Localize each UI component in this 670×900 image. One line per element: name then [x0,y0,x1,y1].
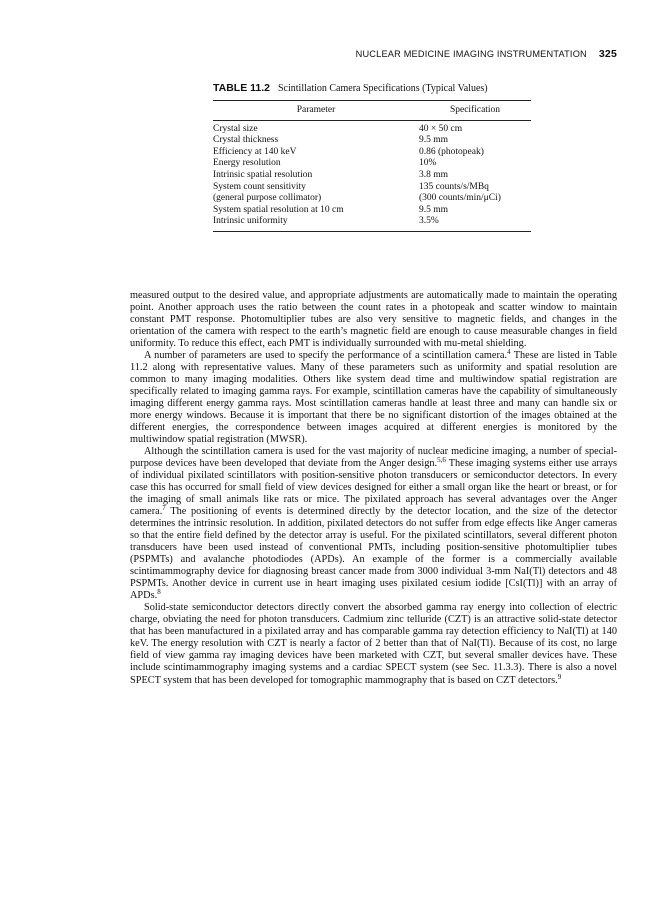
reference-marker: 8 [157,588,161,597]
running-head [130,48,617,60]
table-cell-specification: 40 × 50 cm [419,123,463,134]
table-cell-specification: 10% [419,158,437,169]
paragraph-1 [130,290,617,350]
body-text [130,290,617,687]
table-row [213,170,531,182]
paragraph-3-text-b: These imaging systems either use arrays of individual pixilated scintillators with position-sensitive photon transducers or semiconductor detectors. In every case this has occurred for small field of view devices designed for either a small organ like the heart or breast, or for the imaging of small animals like rats or mice. The pixilated approach has several advantages over the Anger camera. [130,458,617,518]
table-cell-parameter: Efficiency at 140 keV [213,146,297,157]
table-caption [213,82,488,94]
paragraph-3-text-a: Although the scintillation camera is used for the vast majority of nuclear medicine imaging, a number of special-purpose devices have been developed that deviate from the Anger design. [130,446,617,470]
table-row [213,205,531,217]
table-cell-parameter: Crystal size [213,123,258,134]
table-cell-specification: 135 counts/s/MBq [419,181,489,192]
table-caption-text: Scintillation Camera Specifications (Typical Values) [278,83,488,94]
table-cell-specification: 0.86 (photopeak) [419,146,484,157]
paragraph-2-text-a: A number of parameters are used to specify the performance of a scintillation camera. [144,350,508,362]
table-cell-parameter: Intrinsic uniformity [213,216,419,231]
paragraph-4 [130,602,617,686]
paragraph-2-text-b: These are listed in Table 11.2 along with representative values. Many of these parameters such as uniformity and spatial resolution are common to many imaging modalities. Others like system dead time and multiwindow spatial registration are specifically related to imaging gamma rays. For example, scintillation cameras have the capability of simultaneously imaging different energy gamma rays. Most scintillation cameras handle at least three and many can handle six or more energy windows. Because it is important that there be no significant distortion of the images obtained at the different energies, the correspondence between images acquired at different energies is monitored by the multiwindow spatial registration (MWSR). [130,350,617,446]
table-cell-specification: (300 counts/min/μCi) [419,193,501,204]
table-row [213,216,531,231]
table-header-row [213,101,531,121]
table-cell-specification: 9.5 mm [419,204,449,215]
paragraph-1-text: measured output to the desired value, and appropriate adjustments are automatically made to maintain the operating point. Another approach uses the ratio between the count rates in a photopeak and scatter window to maintain constant PMT response. Photomultiplier tubes are also very sensitive to magnetic fields, and changes in the orientation of the camera with respect to the earth’s magnetic field are enough to cause measurable changes in field uniformity. To reduce this effect, each PMT is individually surrounded with mu-metal shielding. [130,290,617,350]
paragraph-2 [130,350,617,446]
spec-table [213,100,531,232]
table-label: TABLE 11.2 [213,82,270,94]
page-number: 325 [598,48,617,60]
table-cell-specification: 3.5% [419,216,531,231]
reference-marker: 9 [557,672,562,681]
table-row [213,158,531,170]
paragraph-3 [130,446,617,602]
table-cell-specification: 9.5 mm [419,135,449,146]
paragraph-4-text-a: Solid-state semiconductor detectors directly convert the absorbed gamma ray energy into collection of electric charge, obviating the need for photon transducers. Cadmium zinc telluride (CZT) is an attractive solid-state detector that has been manufactured in a pixilated array and has comparable gamma ray detection efficiency to NaI(Tl) at 140 keV. The energy resolution with CZT is nearly a factor of 2 better than that of NaI(Tl). Because of its cost, no large field of view gamma ray imaging devices have been marketed with CZT, but several smaller devices have. These include scintimammography imaging systems and a cardiac SPECT system (see Sec. 11.3.3). There is also a novel SPECT system that has been developed for tomographic mammography that is based on CZT detectors. [130,602,617,686]
table-row [213,135,531,147]
running-title: NUCLEAR MEDICINE IMAGING INSTRUMENTATION [355,49,587,59]
table-cell-specification: 3.8 mm [419,169,449,180]
table-cell-parameter: (general purpose collimator) [213,193,322,204]
table-row [213,147,531,159]
table-row [213,182,531,194]
table-cell-parameter: Energy resolution [213,158,281,169]
table-row [213,120,531,135]
table-cell-parameter: Crystal thickness [213,135,279,146]
table-cell-parameter: Intrinsic spatial resolution [213,169,313,180]
reference-marker: 7 [162,504,166,513]
column-header-specification: Specification [419,101,531,121]
column-header-parameter: Parameter [213,101,419,121]
paragraph-3-text-c: The positioning of events is determined directly by the detector location, and the size of the detector determines the intrinsic resolution. In addition, pixilated detectors do not suffer from edge effects like Anger cameras so that the entire field defined by the detector array is useful. For the pixilated scintillators, several different photon transducers have been used instead of conventional PMTs, including position-sensitive photomultiplier tubes (PSPMTs) and avalanche photodiodes (APDs). An example of the former is a commercially available scintimammography device for diagnosing breast cancer made from 3000 individual 3-mm NaI(Tl) detectors and 48 PSPMTs. Another device in current use in heart imaging uses pixilated cesium iodide [CsI(Tl)] with an array of APDs. [130,506,617,602]
table-cell-parameter: System count sensitivity [213,181,306,192]
table-row [213,193,531,205]
reference-marker: 4 [507,348,511,357]
reference-marker: 5,6 [437,456,446,465]
table-cell-parameter: System spatial resolution at 10 cm [213,204,344,215]
